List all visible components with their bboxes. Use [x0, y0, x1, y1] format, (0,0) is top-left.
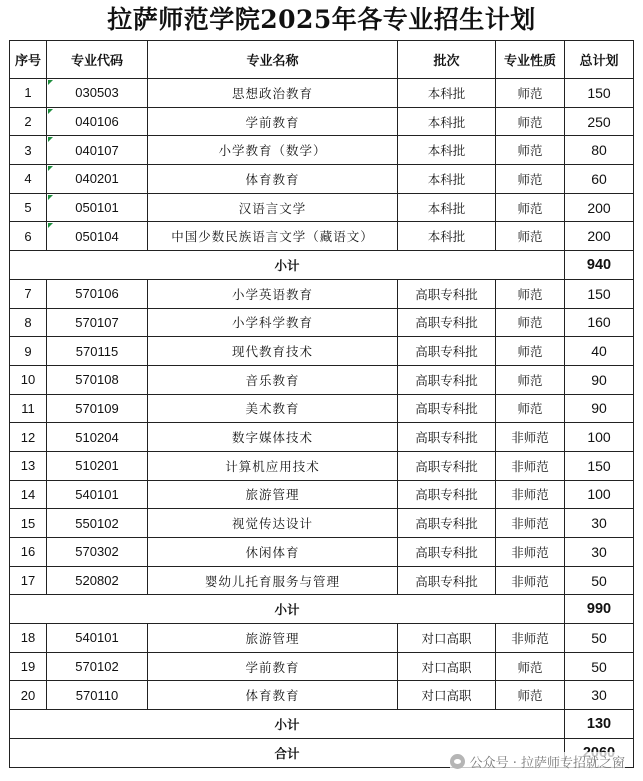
cell-major-name-text: 体育教育: [245, 688, 300, 704]
cell-total-plan-text: 200: [587, 199, 611, 216]
cell-total-plan-text: 250: [587, 113, 611, 130]
header-major-name: 专业名称: [148, 41, 398, 79]
cell-major-code-text: 570302: [75, 544, 119, 560]
cell-total-plan-text: 50: [591, 658, 607, 675]
cell-total-plan: [565, 365, 634, 394]
cell-major-nature: [496, 451, 565, 480]
cell-major-nature-text: 非师范: [511, 458, 549, 474]
cell-index-text: 2: [24, 114, 32, 130]
cell-total-plan-text: 150: [587, 457, 611, 474]
cell-major-name-text: 小学英语教育: [231, 286, 313, 302]
cell-major-name: [148, 451, 398, 480]
cell-major-name: [148, 538, 398, 567]
cell-major-code: [47, 165, 148, 194]
cell-major-nature-text: 师范: [517, 114, 543, 130]
cell-total-plan: [565, 165, 634, 194]
cell-index-text: 17: [20, 573, 36, 589]
cell-major-nature: [496, 394, 565, 423]
table-row: [10, 652, 634, 681]
enrollment-plan-table: [9, 40, 634, 768]
cell-total-plan: [565, 279, 634, 308]
cell-major-code: [47, 509, 148, 538]
cell-major-nature-text: 师范: [517, 401, 543, 417]
cell-index-text: 20: [20, 687, 36, 703]
cell-batch-text: 高职专科批: [415, 458, 478, 474]
cell-index: [10, 566, 47, 595]
subtotal-value: 990: [565, 595, 634, 624]
cell-index-text: 15: [20, 515, 36, 531]
cell-major-name: [148, 509, 398, 538]
table-row: [10, 308, 634, 337]
cell-major-code-text: 030503: [75, 85, 119, 101]
cell-major-code: [47, 451, 148, 480]
cell-index-text: 12: [20, 429, 36, 445]
table-row: [10, 79, 634, 108]
cell-major-nature-text: 师范: [517, 315, 543, 331]
cell-index: [10, 365, 47, 394]
cell-major-code-text: 520802: [75, 573, 119, 589]
cell-major-code: [47, 566, 148, 595]
cell-index: [10, 480, 47, 509]
table-row: [10, 538, 634, 567]
cell-flag-icon: [48, 137, 53, 142]
cell-batch: [398, 423, 496, 452]
cell-batch-text: 本科批: [427, 143, 466, 159]
cell-major-name: [148, 480, 398, 509]
cell-total-plan: [565, 480, 634, 509]
cell-major-nature-text: 师范: [517, 200, 543, 216]
cell-major-nature-text: 非师范: [511, 516, 549, 532]
cell-total-plan-text: 90: [591, 400, 607, 417]
cell-major-name: [148, 394, 398, 423]
cell-total-plan: [565, 193, 634, 222]
cell-index-text: 13: [20, 458, 36, 474]
cell-major-name-text: 学前教育: [245, 659, 300, 675]
cell-major-nature: [496, 222, 565, 251]
cell-major-nature: [496, 566, 565, 595]
cell-major-name-text: 计算机应用技术: [225, 458, 320, 474]
watermark-text: 公众号 · 拉萨师专招就之窗: [469, 756, 625, 771]
header-major-code: 专业代码: [47, 41, 148, 79]
cell-major-name-text: 旅游管理: [245, 630, 300, 646]
cell-batch-text: 高职专科批: [415, 286, 478, 302]
cell-index-text: 19: [20, 659, 36, 675]
cell-major-code: [47, 136, 148, 165]
cell-major-name: [148, 652, 398, 681]
cell-major-nature-text: 非师范: [511, 430, 549, 446]
cell-index-text: 10: [20, 372, 36, 388]
table-row: [10, 365, 634, 394]
cell-major-code: [47, 79, 148, 108]
cell-total-plan-text: 60: [591, 170, 607, 187]
cell-batch: [398, 480, 496, 509]
cell-flag-icon: [48, 195, 53, 200]
cell-batch: [398, 308, 496, 337]
cell-batch: [398, 279, 496, 308]
cell-major-nature-text: 师范: [517, 372, 543, 388]
table-row: [10, 165, 634, 194]
cell-batch-text: 本科批: [427, 229, 466, 245]
cell-total-plan: [565, 394, 634, 423]
cell-total-plan-text: 30: [591, 687, 607, 704]
subtotal-label: 小计: [10, 595, 565, 624]
cell-major-code: [47, 107, 148, 136]
cell-total-plan: [565, 451, 634, 480]
cell-major-code: [47, 394, 148, 423]
cell-major-code-text: 550102: [75, 515, 119, 531]
cell-flag-icon: [48, 80, 53, 85]
cell-batch-text: 高职专科批: [415, 487, 478, 503]
cell-index: [10, 279, 47, 308]
header-major-nature: 专业性质: [496, 41, 565, 79]
cell-major-nature: [496, 193, 565, 222]
cell-major-code-text: 040106: [75, 114, 119, 130]
cell-major-code-text: 570110: [75, 687, 119, 703]
cell-index-text: 9: [24, 343, 32, 359]
cell-total-plan-text: 150: [587, 84, 611, 101]
cell-major-code-text: 050104: [75, 228, 119, 244]
cell-total-plan: [565, 107, 634, 136]
cell-batch-text: 高职专科批: [415, 516, 478, 532]
cell-major-nature: [496, 107, 565, 136]
cell-major-name-text: 汉语言文学: [238, 200, 307, 216]
cell-major-name: [148, 222, 398, 251]
subtotal-value: 130: [565, 710, 634, 739]
cell-major-nature-text: 师范: [517, 688, 543, 704]
subtotal-row: [10, 595, 634, 624]
cell-major-nature: [496, 337, 565, 366]
cell-major-code-text: 570108: [75, 372, 119, 388]
cell-index: [10, 337, 47, 366]
cell-batch: [398, 107, 496, 136]
cell-major-nature: [496, 538, 565, 567]
cell-major-code-text: 540101: [75, 630, 119, 646]
cell-major-nature: [496, 423, 565, 452]
cell-batch-text: 高职专科批: [415, 401, 478, 417]
watermark: [450, 752, 625, 771]
cell-total-plan: [565, 308, 634, 337]
cell-major-name: [148, 423, 398, 452]
cell-batch-text: 本科批: [427, 85, 466, 101]
cell-major-nature: [496, 624, 565, 653]
header-batch: 批次: [398, 41, 496, 79]
subtotal-label: 小计: [10, 710, 565, 739]
cell-major-nature: [496, 681, 565, 710]
cell-major-code-text: 540101: [75, 486, 119, 502]
cell-major-nature: [496, 136, 565, 165]
cell-major-code: [47, 423, 148, 452]
cell-major-name-text: 学前教育: [245, 114, 300, 130]
wechat-icon: [450, 754, 465, 769]
cell-major-name: [148, 279, 398, 308]
cell-major-nature: [496, 308, 565, 337]
cell-total-plan: [565, 337, 634, 366]
cell-major-name: [148, 624, 398, 653]
cell-major-code: [47, 222, 148, 251]
cell-index-text: 4: [24, 171, 32, 187]
table-row: [10, 509, 634, 538]
cell-total-plan-text: 100: [587, 486, 611, 503]
subtotal-label: 小计: [10, 251, 565, 280]
cell-flag-icon: [48, 223, 53, 228]
cell-major-nature: [496, 165, 565, 194]
cell-batch: [398, 337, 496, 366]
subtotal-row: [10, 251, 634, 280]
cell-index: [10, 308, 47, 337]
cell-total-plan-text: 90: [591, 371, 607, 388]
cell-batch-text: 本科批: [427, 171, 466, 187]
cell-total-plan: [565, 624, 634, 653]
cell-major-name-text: 中国少数民族语言文学（藏语文）: [171, 229, 374, 245]
cell-major-name: [148, 193, 398, 222]
cell-major-code: [47, 624, 148, 653]
cell-index: [10, 423, 47, 452]
cell-index-text: 3: [24, 142, 32, 158]
cell-major-name: [148, 308, 398, 337]
cell-major-name: [148, 107, 398, 136]
cell-major-code: [47, 681, 148, 710]
cell-total-plan: [565, 222, 634, 251]
cell-index-text: 16: [20, 544, 36, 560]
table-row: [10, 136, 634, 165]
cell-flag-icon: [48, 166, 53, 171]
cell-batch: [398, 79, 496, 108]
cell-major-code: [47, 365, 148, 394]
cell-major-nature-text: 师范: [517, 659, 543, 675]
cell-major-name-text: 小学科学教育: [231, 315, 313, 331]
cell-major-code: [47, 279, 148, 308]
cell-major-name-text: 体育教育: [245, 171, 300, 187]
cell-total-plan-text: 40: [591, 343, 607, 360]
cell-total-plan-text: 30: [591, 515, 607, 532]
cell-batch: [398, 136, 496, 165]
cell-batch: [398, 451, 496, 480]
cell-batch-text: 高职专科批: [415, 430, 478, 446]
cell-major-nature: [496, 652, 565, 681]
cell-major-nature-text: 师范: [517, 143, 543, 159]
cell-batch: [398, 394, 496, 423]
cell-batch-text: 高职专科批: [415, 573, 478, 589]
cell-total-plan-text: 50: [591, 572, 607, 589]
cell-batch-text: 高职专科批: [415, 344, 478, 360]
cell-total-plan-text: 160: [587, 314, 611, 331]
cell-index: [10, 165, 47, 194]
cell-batch: [398, 165, 496, 194]
cell-batch: [398, 624, 496, 653]
table-row: [10, 423, 634, 452]
table-row: [10, 681, 634, 710]
table-row: [10, 566, 634, 595]
cell-major-code: [47, 308, 148, 337]
cell-index: [10, 652, 47, 681]
cell-major-name: [148, 566, 398, 595]
cell-index: [10, 107, 47, 136]
cell-total-plan-text: 100: [587, 429, 611, 446]
cell-total-plan: [565, 538, 634, 567]
cell-major-name-text: 旅游管理: [245, 487, 300, 503]
cell-major-nature-text: 非师范: [511, 487, 549, 503]
cell-total-plan-text: 30: [591, 543, 607, 560]
cell-index: [10, 193, 47, 222]
cell-major-nature-text: 非师范: [511, 630, 549, 646]
cell-total-plan-text: 150: [587, 285, 611, 302]
cell-total-plan: [565, 681, 634, 710]
cell-batch: [398, 222, 496, 251]
cell-batch: [398, 538, 496, 567]
cell-batch-text: 高职专科批: [415, 544, 478, 560]
cell-batch-text: 对口高职: [421, 688, 472, 704]
cell-major-name: [148, 79, 398, 108]
cell-major-name-text: 小学教育（数学）: [218, 143, 327, 159]
subtotal-value: 940: [565, 251, 634, 280]
cell-major-name-text: 休闲体育: [245, 544, 300, 560]
cell-total-plan-text: 80: [591, 142, 607, 159]
cell-major-name: [148, 165, 398, 194]
cell-batch: [398, 193, 496, 222]
table-row: [10, 624, 634, 653]
cell-index-text: 14: [20, 486, 36, 502]
cell-major-nature: [496, 279, 565, 308]
cell-major-code: [47, 193, 148, 222]
cell-major-code: [47, 538, 148, 567]
cell-batch-text: 本科批: [427, 114, 466, 130]
cell-total-plan: [565, 79, 634, 108]
cell-major-code: [47, 652, 148, 681]
table-row: [10, 193, 634, 222]
cell-index-text: 18: [20, 630, 36, 646]
cell-major-code-text: 570109: [75, 400, 119, 416]
table-row: [10, 279, 634, 308]
cell-index: [10, 222, 47, 251]
cell-index: [10, 624, 47, 653]
cell-batch: [398, 509, 496, 538]
cell-major-code-text: 570115: [75, 343, 119, 359]
cell-major-code-text: 510201: [75, 458, 119, 474]
cell-flag-icon: [48, 109, 53, 114]
total-label: 合计: [10, 738, 565, 767]
cell-batch: [398, 681, 496, 710]
cell-batch: [398, 365, 496, 394]
cell-major-nature-text: 师范: [517, 171, 543, 187]
cell-index-text: 8: [24, 314, 32, 330]
cell-batch-text: 高职专科批: [415, 372, 478, 388]
cell-major-code-text: 510204: [75, 429, 119, 445]
cell-major-code-text: 050101: [75, 200, 119, 216]
page-title: 拉萨师范学院2025年各专业招生计划: [107, 5, 536, 34]
cell-total-plan: [565, 509, 634, 538]
cell-batch: [398, 652, 496, 681]
cell-total-plan: [565, 136, 634, 165]
table-row: [10, 107, 634, 136]
cell-total-plan: [565, 566, 634, 595]
cell-index: [10, 681, 47, 710]
cell-major-name: [148, 337, 398, 366]
table-row: [10, 394, 634, 423]
cell-major-name: [148, 136, 398, 165]
cell-index: [10, 538, 47, 567]
cell-batch-text: 对口高职: [421, 659, 472, 675]
cell-total-plan: [565, 652, 634, 681]
cell-index-text: 7: [24, 286, 32, 302]
cell-major-name: [148, 681, 398, 710]
cell-index-text: 5: [24, 200, 32, 216]
cell-major-nature-text: 师范: [517, 286, 543, 302]
cell-major-nature-text: 师范: [517, 85, 543, 101]
cell-major-nature-text: 师范: [517, 344, 543, 360]
cell-major-name-text: 视觉传达设计: [231, 516, 313, 532]
cell-batch-text: 高职专科批: [415, 315, 478, 331]
cell-major-nature: [496, 365, 565, 394]
cell-batch: [398, 566, 496, 595]
table-row: [10, 222, 634, 251]
cell-major-code-text: 570107: [75, 314, 119, 330]
cell-batch-text: 对口高职: [421, 630, 472, 646]
cell-total-plan-text: 50: [591, 629, 607, 646]
cell-index-text: 1: [24, 85, 32, 101]
cell-major-code-text: 570102: [75, 659, 119, 675]
cell-major-name-text: 音乐教育: [245, 372, 300, 388]
cell-index: [10, 79, 47, 108]
cell-major-code: [47, 480, 148, 509]
cell-total-plan: [565, 423, 634, 452]
cell-major-code: [47, 337, 148, 366]
cell-index: [10, 509, 47, 538]
cell-major-name-text: 思想政治教育: [231, 85, 313, 101]
cell-index: [10, 394, 47, 423]
cell-major-name-text: 数字媒体技术: [231, 430, 313, 446]
cell-major-name-text: 现代教育技术: [231, 344, 313, 360]
cell-major-name: [148, 365, 398, 394]
cell-major-code-text: 570106: [75, 286, 119, 302]
cell-index-text: 6: [24, 228, 32, 244]
cell-index-text: 11: [21, 400, 35, 416]
cell-major-code-text: 040107: [75, 142, 119, 158]
cell-major-nature-text: 师范: [517, 229, 543, 245]
cell-batch-text: 本科批: [427, 200, 466, 216]
cell-major-nature: [496, 79, 565, 108]
cell-index: [10, 136, 47, 165]
cell-major-nature: [496, 509, 565, 538]
cell-major-nature-text: 非师范: [511, 544, 549, 560]
subtotal-row: [10, 710, 634, 739]
cell-major-nature-text: 非师范: [511, 573, 549, 589]
header-total-plan: 总计划: [565, 41, 634, 79]
table-row: [10, 451, 634, 480]
cell-major-name-text: 婴幼儿托育服务与管理: [204, 573, 340, 589]
cell-total-plan-text: 200: [587, 228, 611, 245]
table-header-row: [10, 41, 634, 79]
table-row: [10, 337, 634, 366]
cell-major-nature: [496, 480, 565, 509]
table-row: [10, 480, 634, 509]
cell-major-code-text: 040201: [75, 171, 119, 187]
cell-major-name-text: 美术教育: [245, 401, 300, 417]
cell-index: [10, 451, 47, 480]
header-index: 序号: [10, 41, 47, 79]
